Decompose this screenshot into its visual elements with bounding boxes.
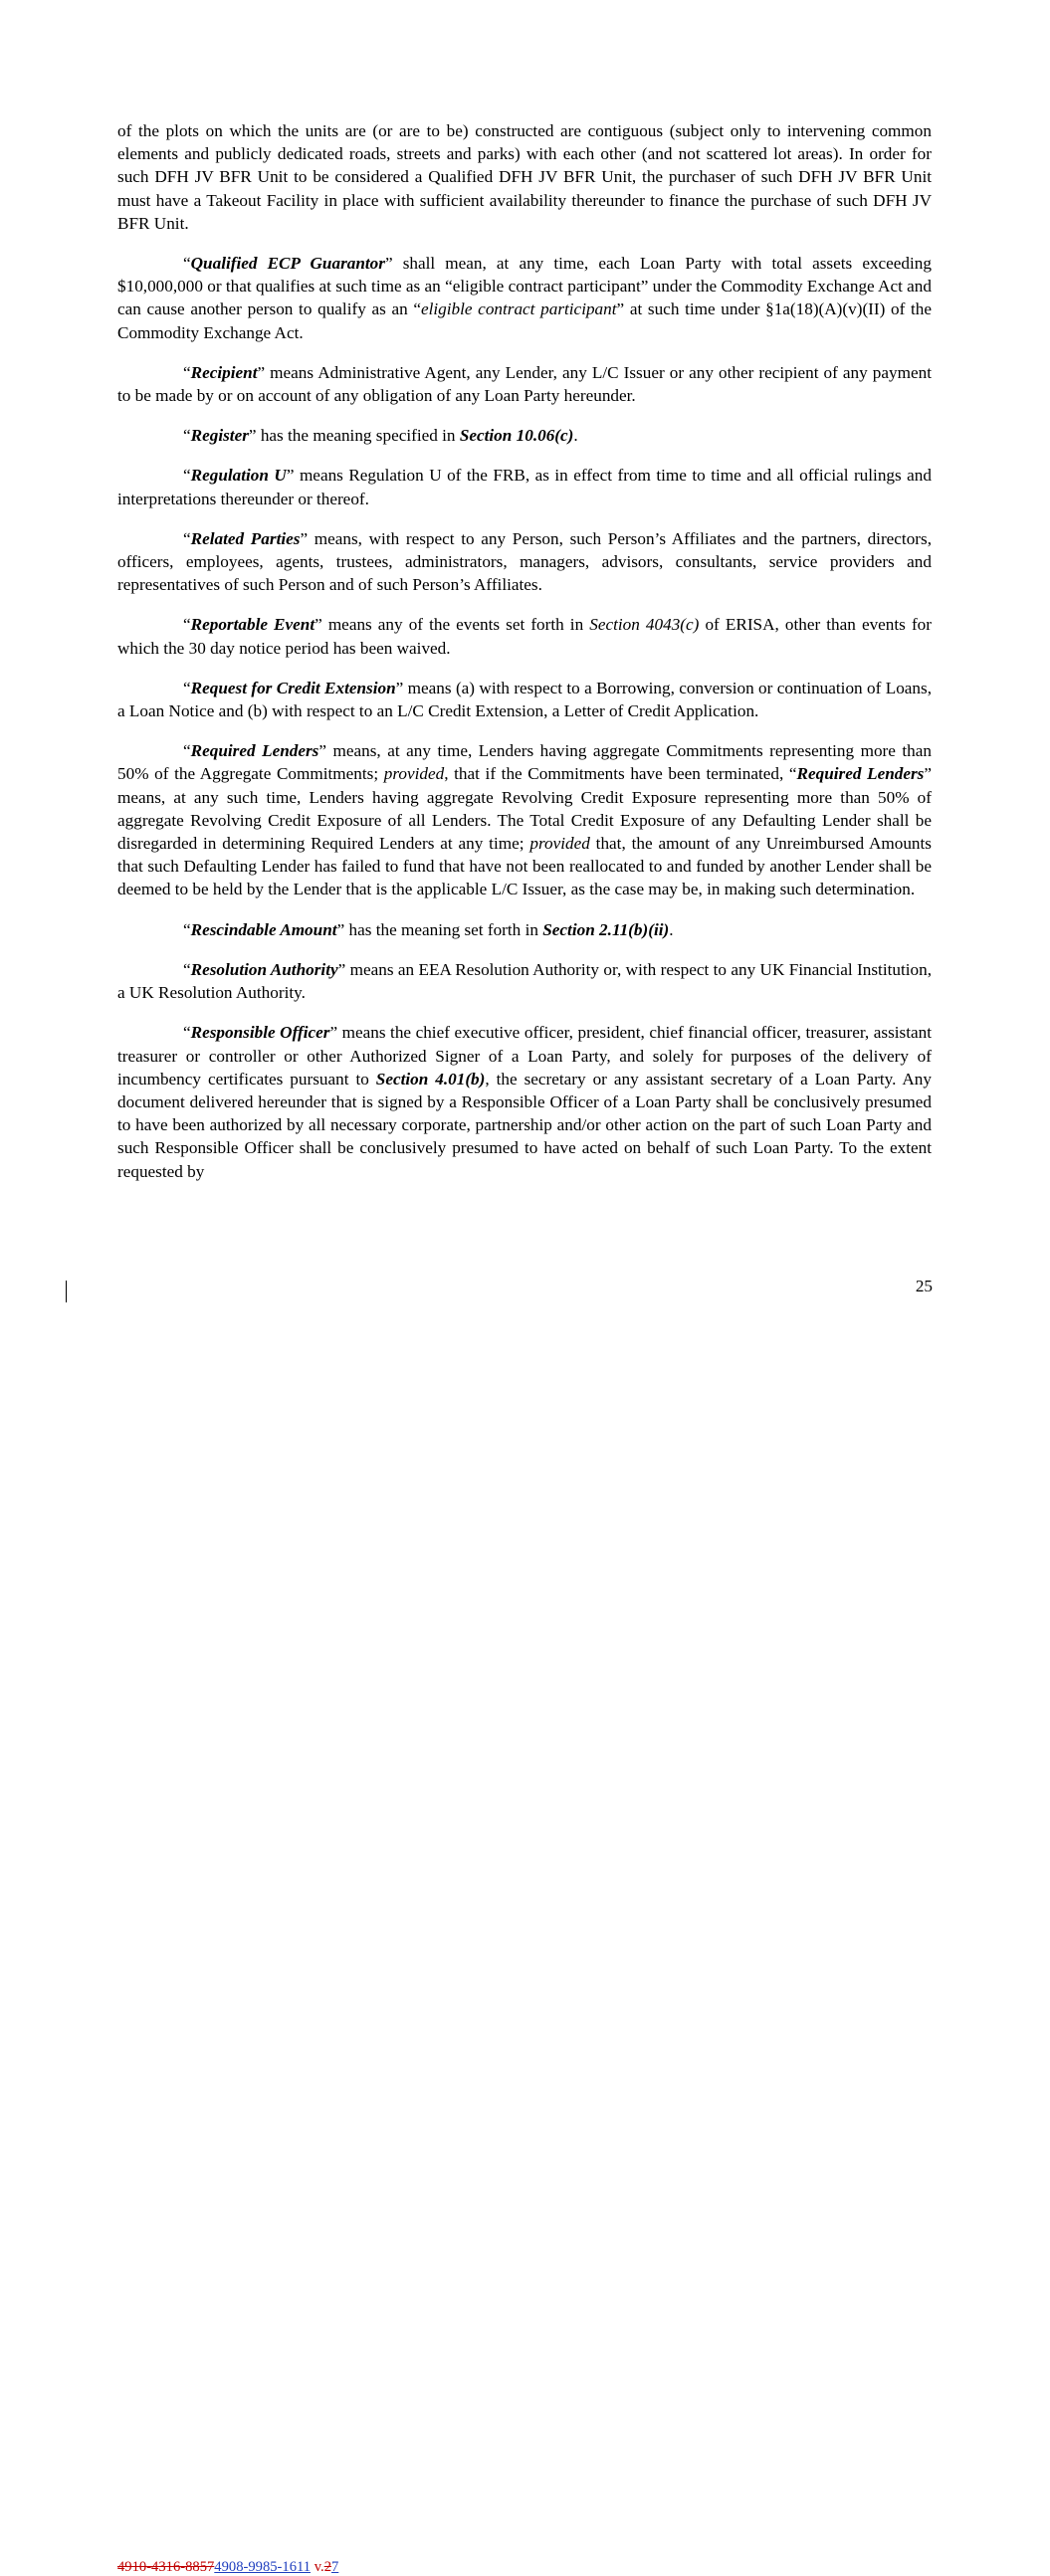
para-regulation-u <box>117 464 932 509</box>
text-run: “ <box>183 426 191 446</box>
text-run: Related Parties <box>190 528 301 548</box>
text-run: Resolution Authority <box>190 959 338 979</box>
para-continuation <box>117 119 932 235</box>
text-run: “ <box>183 919 191 939</box>
text-run: “ <box>183 528 191 548</box>
text-run: ” means Regulation U of the FRB, as in effect from time to time and all official rulings and interpretations thereunder or thereof. <box>117 466 932 508</box>
para-qualified-ecp-guarantor <box>117 252 932 344</box>
text-run: “ <box>183 678 191 697</box>
text-run: ” has the meaning specified in <box>248 426 460 446</box>
footer-id-run: 2 <box>323 2559 331 2575</box>
footer-id-run: 4910-4316-8857 <box>117 2559 215 2575</box>
text-run: , the secretary or any assistant secretary of a Loan Party. Any document delivered hereunder that is signed by a Responsible Officer of a Loan Party shall be conclusively presumed to have been authorized by all necessary corporate, partnership and/or other action on the part of such Loan Party and such Responsible Officer shall be conclusively presumed to have acted on behalf of such Loan Party. To the extent requested by <box>117 1069 932 1181</box>
para-reportable-event <box>117 613 932 659</box>
text-run: Section 2.11(b)(ii) <box>542 919 670 939</box>
para-recipient <box>117 361 932 407</box>
text-run: ” means an EEA Resolution Authority or, with respect to any UK Financial Institution, a UK Resolution Authority. <box>117 959 933 1003</box>
text-run: of the plots on which the units are (or are to be) constructed are contiguous (subject only to intervening common elements and publicly dedicated roads, streets and parks) with each other (and not scattered lot areas). In order for such DFH JV BFR Unit to be considered a Qualified DFH JV BFR Unit, the purchaser of such DFH JV BFR Unit must have a Takeout Facility in place with sufficient availability thereunder to finance the purchase of such DFH JV BFR Unit. <box>117 121 932 233</box>
text-run: Recipient <box>190 362 258 382</box>
text-run: that, the amount of any Unreimbursed Amounts that such Defaulting Lender has failed to fund that have not been reallocated to and funded by another Lender shall be deemed to be held by the Lender that is the applicable L/C Issuer, as the case may be, in making such determination. <box>117 834 932 899</box>
text-run: Section 10.06(c) <box>459 426 574 446</box>
text-run: . <box>669 919 674 939</box>
para-rescindable-amount <box>117 918 932 941</box>
text-run: “ <box>183 741 191 761</box>
text-run: ” means (a) with respect to a Borrowing, conversion or continuation of Loans, a Loan Notice and (b) with respect to an L/C Credit Extension, a Letter of Credit Application. <box>117 678 933 721</box>
text-run: Responsible Officer <box>190 1023 330 1043</box>
text-run: provided <box>383 764 445 784</box>
text-run: Required Lenders <box>796 764 925 784</box>
text-run: Qualified ECP Guarantor <box>190 254 385 274</box>
para-responsible-officer <box>117 1021 932 1182</box>
text-run: ” shall mean, at any time, each Loan Party with total assets exceeding $10,000,000 or that qualifies at such time as an “eligible contract participant” under the Commodity Exchange Act and can cause another person to qualify as an “ <box>117 254 932 319</box>
page-number: 25 <box>915 1277 933 1295</box>
para-required-lenders <box>117 739 932 900</box>
text-run: ” means Administrative Agent, any Lender, any L/C Issuer or any other recipient of any payment to be made by or on account of any obligation of any Loan Party hereunder. <box>117 362 932 406</box>
text-run: “ <box>183 254 191 274</box>
text-run: Required Lenders <box>190 741 319 761</box>
text-run: Section 4043(c) <box>589 615 700 635</box>
footer-id-run: 7 <box>331 2559 339 2575</box>
text-run: ” means any of the events set forth in <box>315 615 590 635</box>
para-resolution-authority <box>117 958 932 1004</box>
text-run: provided <box>529 834 590 854</box>
text-run: ” means the chief executive officer, president, chief financial officer, treasurer, assistant treasurer or controller or other Authorized Signer of a Loan Party, and solely for purposes of the delivery of incumbency certificates pursuant to <box>117 1023 932 1089</box>
footer-id-run: v. <box>311 2559 324 2575</box>
text-run: “ <box>183 362 191 382</box>
text-run: Rescindable Amount <box>190 919 337 939</box>
text-run: , that if the Commitments have been terminated, “ <box>444 764 797 784</box>
text-run: ” means, at any such time, Lenders having aggregate Revolving Credit Exposure representing more than 50% of aggregate Revolving Credit Exposure of all Lenders. The Total Credit Exposure of any Defaulting Lender shall be disregarded in determining Required Lenders at any time; <box>117 764 932 854</box>
text-run: Reportable Event <box>190 615 315 635</box>
text-run: “ <box>183 959 191 979</box>
para-related-parties <box>117 527 932 597</box>
text-run: Section 4.01(b) <box>375 1069 486 1089</box>
footer-id-run: 4908-9985-1611 <box>214 2559 312 2575</box>
text-run: “ <box>183 615 191 635</box>
text-run: ” means, with respect to any Person, such Person’s Affiliates and the partners, directors, officers, employees, agents, trustees, administrators, managers, advisors, consultants, service providers and representatives of such Person and of such Person’s Affiliates. <box>117 528 932 595</box>
text-run: ” means, at any time, Lenders having aggregate Commitments representing more than 50% of the Aggregate Commitments; <box>117 741 933 784</box>
text-run: “ <box>183 1023 191 1043</box>
document-body <box>117 119 932 1200</box>
text-run: “ <box>183 466 191 486</box>
text-run: Regulation U <box>190 466 287 486</box>
text-run: of ERISA, other than events for which the 30 day notice period has been waived. <box>117 615 932 658</box>
text-run: ” has the meaning set forth in <box>336 919 543 939</box>
text-run: Request for Credit Extension <box>190 678 396 697</box>
text-run: . <box>573 426 578 446</box>
footer-document-id <box>117 2558 338 2576</box>
para-request-for-credit-extension <box>117 677 932 722</box>
para-register <box>117 424 932 447</box>
text-run: Register <box>190 426 249 446</box>
page-footer <box>0 1277 1050 2575</box>
text-run: eligible contract participant <box>420 299 617 319</box>
text-run: ” at such time under §1a(18)(A)(v)(II) of the Commodity Exchange Act. <box>117 299 933 342</box>
